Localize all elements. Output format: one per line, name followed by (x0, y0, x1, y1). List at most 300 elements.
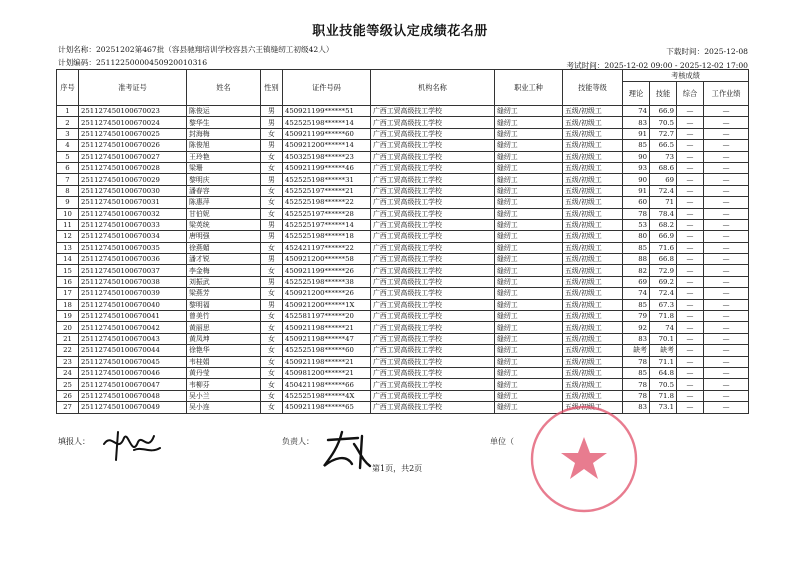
cell-id: 452525197******21 (283, 185, 371, 196)
cell-theory: 78 (623, 356, 650, 367)
cell-trade: 缝纫工 (495, 322, 563, 333)
cell-level: 五级/初级工 (563, 299, 623, 310)
cell-org: 广西工贸高级技工学校 (371, 117, 495, 128)
filler-label: 填报人： (58, 437, 90, 446)
cell-org: 广西工贸高级技工学校 (371, 197, 495, 208)
table-row (57, 390, 749, 401)
cell-skill: 68.2 (650, 219, 677, 230)
cell-ticket: 251127450100670023 (79, 106, 187, 117)
cell-overall: — (677, 140, 704, 151)
cell-overall: — (677, 106, 704, 117)
cell-overall: — (677, 151, 704, 162)
table-row (57, 185, 749, 196)
header-org: 机构名称 (371, 70, 495, 106)
cell-trade: 缝纫工 (495, 265, 563, 276)
cell-level: 五级/初级工 (563, 208, 623, 219)
cell-id: 452525198******60 (283, 345, 371, 356)
cell-overall: — (677, 390, 704, 401)
cell-org: 广西工贸高级技工学校 (371, 288, 495, 299)
cell-id: 452581197******20 (283, 311, 371, 322)
cell-overall: — (677, 185, 704, 196)
cell-skill: 70.5 (650, 117, 677, 128)
header-ticket: 准考证号 (79, 70, 187, 106)
cell-perf: — (704, 276, 749, 287)
page-title: 职业技能等级认定成绩花名册 (312, 24, 488, 39)
cell-level: 五级/初级工 (563, 117, 623, 128)
cell-level: 五级/初级工 (563, 322, 623, 333)
cell-theory: 88 (623, 254, 650, 265)
cell-gender: 女 (261, 311, 283, 322)
cell-trade: 缝纫工 (495, 390, 563, 401)
cell-trade: 缝纫工 (495, 299, 563, 310)
cell-org: 广西工贸高级技工学校 (371, 162, 495, 173)
cell-skill: 68.6 (650, 162, 677, 173)
cell-ticket: 251127450100670038 (79, 276, 187, 287)
cell-overall: — (677, 379, 704, 390)
cell-level: 五级/初级工 (563, 231, 623, 242)
cell-gender: 男 (261, 219, 283, 230)
cell-seq: 24 (57, 367, 79, 378)
cell-level: 五级/初级工 (563, 345, 623, 356)
cell-overall: — (677, 231, 704, 242)
cell-perf: — (704, 128, 749, 139)
cell-ticket: 251127450100670040 (79, 299, 187, 310)
cell-trade: 缝纫工 (495, 254, 563, 265)
cell-gender: 女 (261, 379, 283, 390)
cell-perf: — (704, 254, 749, 265)
table-row (57, 117, 749, 128)
cell-id: 450921200******14 (283, 140, 371, 151)
cell-gender: 女 (261, 151, 283, 162)
cell-perf: — (704, 106, 749, 117)
cell-seq: 2 (57, 117, 79, 128)
score-roster-table (56, 69, 749, 414)
cell-ticket: 251127450100670041 (79, 311, 187, 322)
cell-level: 五级/初级工 (563, 106, 623, 117)
cell-seq: 14 (57, 254, 79, 265)
cell-gender: 女 (261, 265, 283, 276)
table-row (57, 219, 749, 230)
cell-gender: 男 (261, 254, 283, 265)
cell-theory: 85 (623, 299, 650, 310)
cell-id: 450921198******65 (283, 402, 371, 413)
cell-seq: 25 (57, 379, 79, 390)
cell-gender: 男 (261, 174, 283, 185)
cell-gender: 女 (261, 367, 283, 378)
cell-id: 452421197******22 (283, 242, 371, 253)
cell-overall: — (677, 128, 704, 139)
cell-seq: 6 (57, 162, 79, 173)
cell-perf: — (704, 356, 749, 367)
cell-skill: 73 (650, 151, 677, 162)
cell-ticket: 251127450100670033 (79, 219, 187, 230)
cell-overall: — (677, 345, 704, 356)
cell-ticket: 251127450100670044 (79, 345, 187, 356)
exam-time: 考试时间：2025-12-02 09:00 - 2025-12-02 17:00 (566, 61, 748, 70)
unit-label: 单位（ (490, 437, 514, 446)
cell-ticket: 251127450100670036 (79, 254, 187, 265)
cell-ticket: 251127450100670027 (79, 151, 187, 162)
cell-trade: 缝纫工 (495, 185, 563, 196)
cell-seq: 3 (57, 128, 79, 139)
cell-ticket: 251127450100670049 (79, 402, 187, 413)
header-gender: 性别 (261, 70, 283, 106)
cell-overall: — (677, 367, 704, 378)
cell-level: 五级/初级工 (563, 242, 623, 253)
cell-level: 五级/初级工 (563, 254, 623, 265)
cell-seq: 26 (57, 390, 79, 401)
cell-ticket: 251127450100670026 (79, 140, 187, 151)
cell-perf: — (704, 140, 749, 151)
cell-ticket: 251127450100670045 (79, 356, 187, 367)
cell-id: 452525198******31 (283, 174, 371, 185)
cell-overall: — (677, 402, 704, 413)
cell-ticket: 251127450100670032 (79, 208, 187, 219)
cell-org: 广西工贸高级技工学校 (371, 219, 495, 230)
cell-ticket: 251127450100670037 (79, 265, 187, 276)
cell-overall: — (677, 117, 704, 128)
cell-gender: 男 (261, 299, 283, 310)
cell-theory: 83 (623, 333, 650, 344)
cell-perf: — (704, 402, 749, 413)
cell-perf: — (704, 242, 749, 253)
cell-org: 广西工贸高级技工学校 (371, 208, 495, 219)
cell-gender: 女 (261, 345, 283, 356)
cell-name: 黎华生 (187, 117, 261, 128)
cell-seq: 20 (57, 322, 79, 333)
cell-gender: 女 (261, 128, 283, 139)
cell-id: 450921200******1X (283, 299, 371, 310)
cell-theory: 85 (623, 367, 650, 378)
cell-overall: — (677, 356, 704, 367)
cell-ticket: 251127450100670030 (79, 185, 187, 196)
table-row (57, 140, 749, 151)
cell-org: 广西工贸高级技工学校 (371, 367, 495, 378)
table-body (57, 106, 749, 414)
cell-level: 五级/初级工 (563, 185, 623, 196)
cell-id: 450921199******26 (283, 265, 371, 276)
table-row (57, 345, 749, 356)
cell-org: 广西工贸高级技工学校 (371, 151, 495, 162)
cell-ticket: 251127450100670028 (79, 162, 187, 173)
cell-id: 450325198******23 (283, 151, 371, 162)
cell-level: 五级/初级工 (563, 367, 623, 378)
cell-overall: — (677, 311, 704, 322)
cell-theory: 60 (623, 197, 650, 208)
cell-name: 陈惠萍 (187, 197, 261, 208)
cell-level: 五级/初级工 (563, 174, 623, 185)
cell-org: 广西工贸高级技工学校 (371, 390, 495, 401)
table-row (57, 265, 749, 276)
cell-skill: 72.4 (650, 288, 677, 299)
cell-id: 450921198******21 (283, 322, 371, 333)
cell-org: 广西工贸高级技工学校 (371, 299, 495, 310)
cell-skill: 73.1 (650, 402, 677, 413)
cell-theory: 90 (623, 174, 650, 185)
cell-id: 450921199******60 (283, 128, 371, 139)
cell-overall: — (677, 288, 704, 299)
cell-gender: 女 (261, 402, 283, 413)
cell-trade: 缝纫工 (495, 402, 563, 413)
cell-org: 广西工贸高级技工学校 (371, 402, 495, 413)
cell-gender: 女 (261, 185, 283, 196)
cell-level: 五级/初级工 (563, 265, 623, 276)
cell-ticket: 251127450100670039 (79, 288, 187, 299)
cell-skill: 70.1 (650, 333, 677, 344)
cell-ticket: 251127450100670034 (79, 231, 187, 242)
table-row (57, 299, 749, 310)
page-number: 第1页，共2页 (372, 464, 423, 473)
cell-theory: 93 (623, 162, 650, 173)
cell-trade: 缝纫工 (495, 140, 563, 151)
cell-seq: 13 (57, 242, 79, 253)
table-row (57, 402, 749, 413)
cell-theory: 85 (623, 140, 650, 151)
cell-perf: — (704, 117, 749, 128)
cell-name: 黄丽思 (187, 322, 261, 333)
cell-theory: 91 (623, 128, 650, 139)
cell-gender: 男 (261, 106, 283, 117)
cell-gender: 男 (261, 276, 283, 287)
filler-signature (98, 424, 168, 464)
cell-perf: — (704, 367, 749, 378)
cell-name: 徐艳华 (187, 345, 261, 356)
cell-perf: — (704, 174, 749, 185)
cell-id: 452525198******14 (283, 117, 371, 128)
cell-name: 封海梅 (187, 128, 261, 139)
cell-skill: 71.8 (650, 390, 677, 401)
cell-ticket: 251127450100670047 (79, 379, 187, 390)
cell-theory: 90 (623, 151, 650, 162)
cell-skill: 66.5 (650, 140, 677, 151)
cell-id: 450921199******46 (283, 162, 371, 173)
cell-skill: 66.9 (650, 231, 677, 242)
cell-id: 452525197******28 (283, 208, 371, 219)
cell-ticket: 251127450100670029 (79, 174, 187, 185)
cell-seq: 17 (57, 288, 79, 299)
cell-id: 450921200******58 (283, 254, 371, 265)
cell-name: 唐明强 (187, 231, 261, 242)
table-row (57, 254, 749, 265)
cell-level: 五级/初级工 (563, 390, 623, 401)
cell-skill: 69.2 (650, 276, 677, 287)
table-row (57, 128, 749, 139)
cell-gender: 女 (261, 356, 283, 367)
cell-perf: — (704, 197, 749, 208)
cell-id: 450981200******21 (283, 367, 371, 378)
cell-org: 广西工贸高级技工学校 (371, 106, 495, 117)
table-row (57, 276, 749, 287)
header-overall: 综合 (677, 82, 704, 106)
cell-org: 广西工贸高级技工学校 (371, 345, 495, 356)
cell-org: 广西工贸高级技工学校 (371, 185, 495, 196)
cell-seq: 16 (57, 276, 79, 287)
cell-org: 广西工贸高级技工学校 (371, 311, 495, 322)
cell-gender: 女 (261, 242, 283, 253)
cell-trade: 缝纫工 (495, 367, 563, 378)
cell-perf: — (704, 288, 749, 299)
cell-id: 450921198******47 (283, 333, 371, 344)
cell-level: 五级/初级工 (563, 128, 623, 139)
header-scores: 考核成绩 (623, 70, 749, 82)
cell-gender: 女 (261, 333, 283, 344)
cell-name: 刘振武 (187, 276, 261, 287)
cell-seq: 4 (57, 140, 79, 151)
cell-name: 梁珊 (187, 162, 261, 173)
header-level: 技能等级 (563, 70, 623, 106)
cell-overall: — (677, 322, 704, 333)
cell-theory: 78 (623, 390, 650, 401)
table-row (57, 162, 749, 173)
cell-perf: — (704, 322, 749, 333)
cell-name: 梁英统 (187, 219, 261, 230)
cell-theory: 缺考 (623, 345, 650, 356)
cell-trade: 缝纫工 (495, 311, 563, 322)
cell-gender: 女 (261, 208, 283, 219)
cell-overall: — (677, 276, 704, 287)
cell-skill: 71 (650, 197, 677, 208)
header-id: 证件号码 (283, 70, 371, 106)
cell-seq: 5 (57, 151, 79, 162)
cell-skill: 64.8 (650, 367, 677, 378)
cell-id: 452525198******4X (283, 390, 371, 401)
table-row (57, 197, 749, 208)
cell-gender: 女 (261, 288, 283, 299)
header-skill: 技能 (650, 82, 677, 106)
cell-theory: 74 (623, 288, 650, 299)
cell-gender: 男 (261, 140, 283, 151)
cell-overall: — (677, 208, 704, 219)
cell-name: 王玲艳 (187, 151, 261, 162)
cell-trade: 缝纫工 (495, 174, 563, 185)
cell-theory: 78 (623, 379, 650, 390)
cell-trade: 缝纫工 (495, 356, 563, 367)
cell-theory: 69 (623, 276, 650, 287)
cell-name: 潘春容 (187, 185, 261, 196)
cell-trade: 缝纫工 (495, 162, 563, 173)
cell-theory: 79 (623, 311, 650, 322)
header-performance (704, 82, 749, 106)
cell-id: 450421198******66 (283, 379, 371, 390)
cell-trade: 缝纫工 (495, 128, 563, 139)
cell-skill: 72.9 (650, 265, 677, 276)
header-performance-label: 工作业绩 (711, 89, 741, 98)
cell-theory: 83 (623, 402, 650, 413)
cell-org: 广西工贸高级技工学校 (371, 356, 495, 367)
table-row (57, 151, 749, 162)
table-row (57, 379, 749, 390)
cell-level: 五级/初级工 (563, 333, 623, 344)
cell-org: 广西工贸高级技工学校 (371, 140, 495, 151)
cell-trade: 缝纫工 (495, 117, 563, 128)
cell-gender: 女 (261, 390, 283, 401)
cell-skill: 缺考 (650, 345, 677, 356)
cell-level: 五级/初级工 (563, 151, 623, 162)
cell-level: 五级/初级工 (563, 219, 623, 230)
cell-theory: 80 (623, 231, 650, 242)
cell-theory: 82 (623, 265, 650, 276)
table-row (57, 333, 749, 344)
cell-id: 452525198******38 (283, 276, 371, 287)
cell-trade: 缝纫工 (495, 197, 563, 208)
cell-trade: 缝纫工 (495, 345, 563, 356)
cell-gender: 男 (261, 231, 283, 242)
plan-code: 计划编码：25112250000450920010316 (58, 58, 208, 67)
cell-trade: 缝纫工 (495, 333, 563, 344)
cell-trade: 缝纫工 (495, 151, 563, 162)
cell-name: 韦柳芬 (187, 379, 261, 390)
cell-trade: 缝纫工 (495, 288, 563, 299)
cell-name: 甘伯妮 (187, 208, 261, 219)
cell-perf: — (704, 162, 749, 173)
cell-name: 李金梅 (187, 265, 261, 276)
cell-perf: — (704, 219, 749, 230)
cell-name: 黄丹莹 (187, 367, 261, 378)
cell-seq: 21 (57, 333, 79, 344)
cell-id: 450921200******26 (283, 288, 371, 299)
cell-ticket: 251127450100670048 (79, 390, 187, 401)
cell-perf: — (704, 390, 749, 401)
cell-ticket: 251127450100670024 (79, 117, 187, 128)
official-seal (528, 403, 640, 515)
cell-overall: — (677, 219, 704, 230)
cell-skill: 70.5 (650, 379, 677, 390)
cell-id: 452525198******22 (283, 197, 371, 208)
cell-gender: 女 (261, 162, 283, 173)
cell-skill: 72.4 (650, 185, 677, 196)
cell-name: 黎明福 (187, 299, 261, 310)
cell-seq: 19 (57, 311, 79, 322)
cell-org: 广西工贸高级技工学校 (371, 379, 495, 390)
cell-seq: 11 (57, 219, 79, 230)
cell-gender: 女 (261, 322, 283, 333)
cell-skill: 66.9 (650, 106, 677, 117)
cell-skill: 71.6 (650, 242, 677, 253)
header-seq: 序号 (57, 70, 79, 106)
cell-overall: — (677, 299, 704, 310)
cell-theory: 83 (623, 117, 650, 128)
cell-perf: — (704, 265, 749, 276)
cell-level: 五级/初级工 (563, 356, 623, 367)
cell-trade: 缝纫工 (495, 231, 563, 242)
cell-perf: — (704, 208, 749, 219)
cell-ticket: 251127450100670025 (79, 128, 187, 139)
cell-name: 陈俊运 (187, 106, 261, 117)
cell-perf: — (704, 345, 749, 356)
cell-seq: 8 (57, 185, 79, 196)
cell-name: 吴小兰 (187, 390, 261, 401)
plan-name: 计划名称：20251202第467批（容县驰翔培训学校容县六王镇缝纫工初级42人） (58, 45, 334, 54)
responsible-signature (318, 428, 376, 472)
cell-skill: 72.7 (650, 128, 677, 139)
cell-org: 广西工贸高级技工学校 (371, 128, 495, 139)
header-theory: 理论 (623, 82, 650, 106)
cell-ticket: 251127450100670042 (79, 322, 187, 333)
cell-seq: 18 (57, 299, 79, 310)
cell-org: 广西工贸高级技工学校 (371, 174, 495, 185)
cell-seq: 15 (57, 265, 79, 276)
cell-org: 广西工贸高级技工学校 (371, 265, 495, 276)
cell-seq: 12 (57, 231, 79, 242)
cell-level: 五级/初级工 (563, 288, 623, 299)
cell-org: 广西工贸高级技工学校 (371, 254, 495, 265)
cell-org: 广西工贸高级技工学校 (371, 276, 495, 287)
cell-seq: 27 (57, 402, 79, 413)
table-row (57, 288, 749, 299)
cell-name: 黎明庆 (187, 174, 261, 185)
cell-overall: — (677, 254, 704, 265)
cell-trade: 缝纫工 (495, 219, 563, 230)
